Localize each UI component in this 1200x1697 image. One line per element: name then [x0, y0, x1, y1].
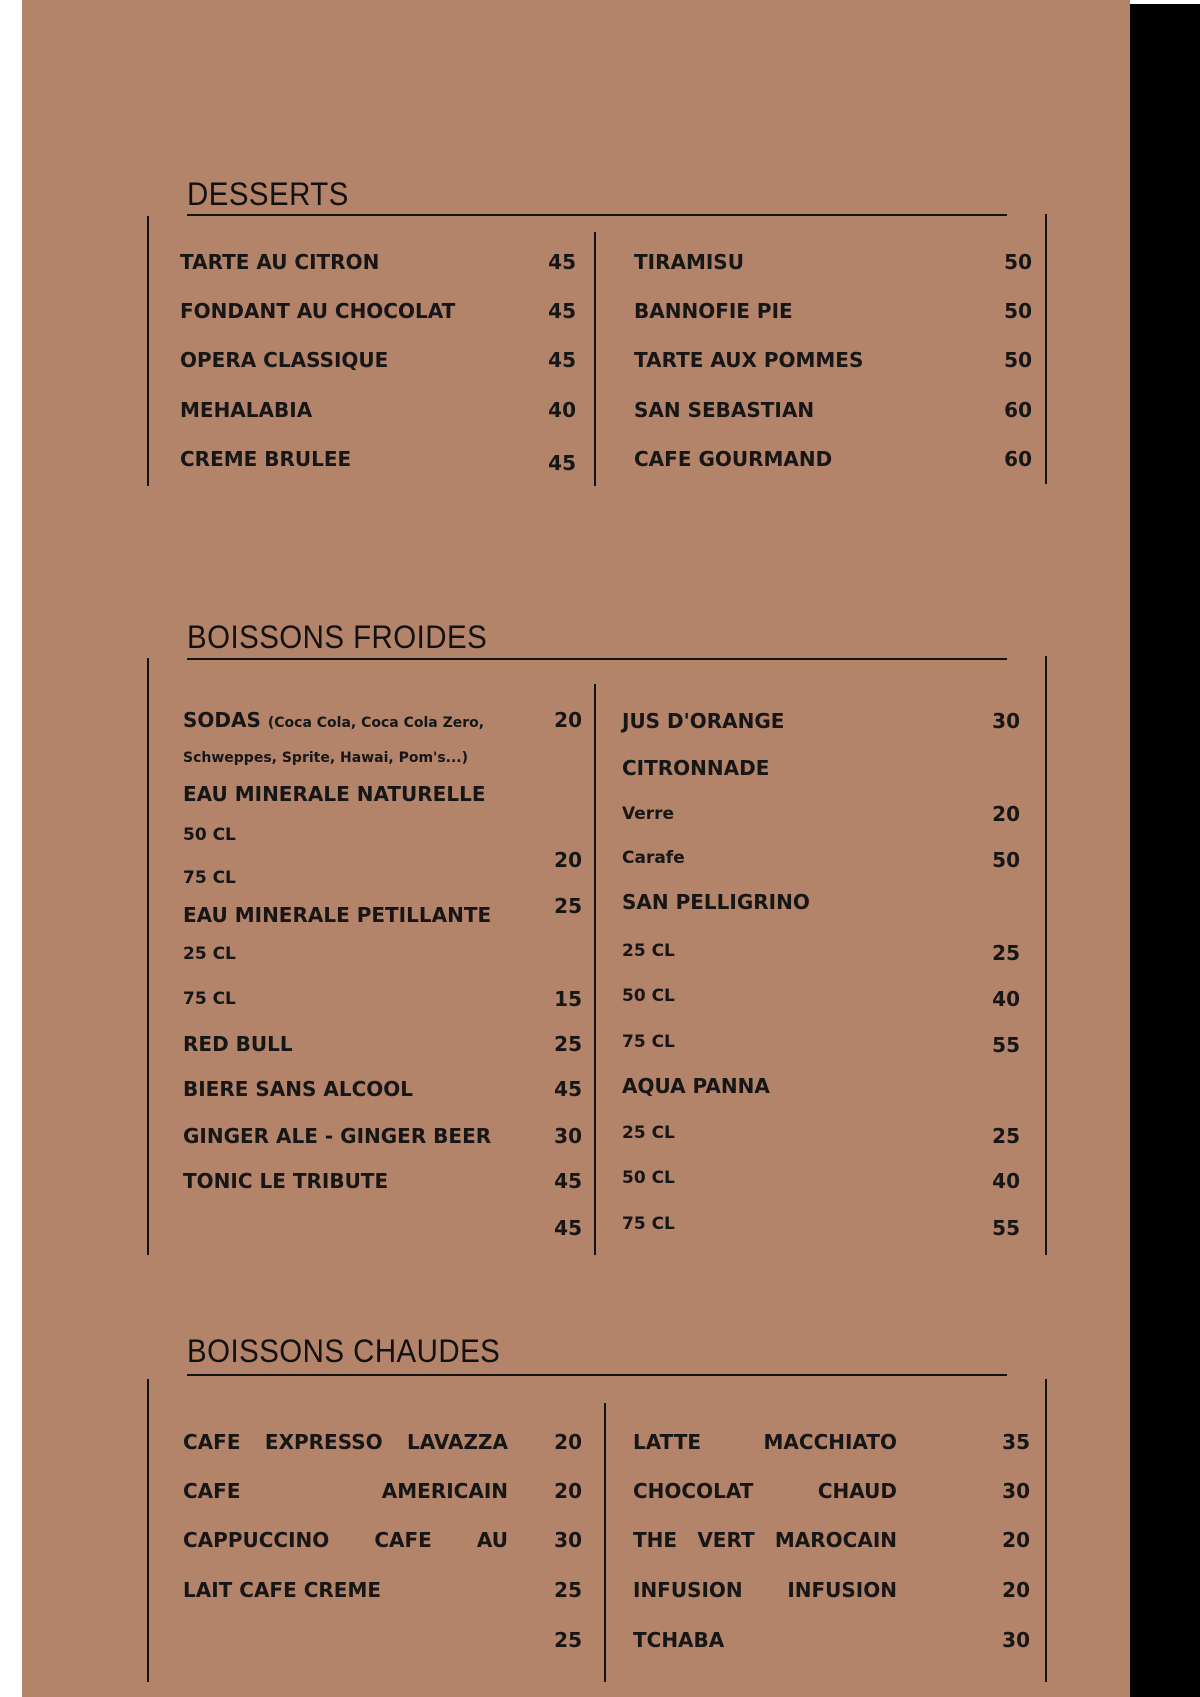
menu-item-name: SAN PELLIGRINO [622, 890, 810, 914]
menu-item-name: TARTE AUX POMMES [634, 348, 864, 372]
menu-item-name: BIERE SANS ALCOOL [183, 1077, 414, 1101]
section-title-boissons-froides: BOISSONS FROIDES [187, 619, 488, 655]
menu-item-name: INFUSION INFUSION [633, 1578, 897, 1602]
menu-item-price: 45 [548, 451, 576, 475]
menu-item-price: 20 [554, 1479, 582, 1503]
menu-item-size: 25 CL [622, 1123, 675, 1143]
menu-item-size: Carafe [622, 848, 685, 868]
menu-item-price: 25 [554, 1578, 582, 1602]
menu-item-name: LAIT CAFE CREME [183, 1578, 382, 1602]
menu-item-price: 50 [992, 848, 1020, 872]
menu-item-name: CAFE AMERICAIN [183, 1479, 508, 1503]
menu-item-price: 40 [992, 1169, 1020, 1193]
menu-item-price: 50 [1004, 348, 1032, 372]
menu-item-name: MEHALABIA [180, 398, 313, 422]
column-divider [594, 684, 596, 1255]
menu-item-name: SAN SEBASTIAN [634, 398, 815, 422]
menu-item-name: TIRAMISU [634, 250, 744, 274]
column-divider [1045, 1379, 1047, 1682]
menu-item-price: 45 [548, 250, 576, 274]
menu-item-price: 25 [992, 941, 1020, 965]
menu-item-price: 60 [1004, 447, 1032, 471]
menu-item-size: Verre [622, 804, 675, 824]
menu-item-price: 25 [554, 1032, 582, 1056]
menu-item-price: 50 [1004, 299, 1032, 323]
menu-item-name: CITRONNADE [622, 756, 770, 780]
menu-item-name: OPERA CLASSIQUE [180, 348, 389, 372]
column-divider [147, 216, 149, 486]
side-black-bar [1130, 4, 1200, 1697]
column-divider [594, 232, 596, 486]
menu-item-name: EAU MINERALE PETILLANTE [183, 903, 492, 927]
menu-item-price: 45 [554, 1077, 582, 1101]
column-divider [147, 1379, 149, 1682]
menu-item-name: AQUA PANNA [622, 1074, 770, 1098]
menu-item-name: CAFE GOURMAND [634, 447, 833, 471]
sodas-label: SODAS [183, 708, 261, 732]
menu-item-price: 40 [992, 987, 1020, 1011]
menu-item-price: 20 [992, 802, 1020, 826]
menu-item-name: TARTE AU CITRON [180, 250, 380, 274]
menu-item-price: 55 [992, 1216, 1020, 1240]
menu-item-price: 45 [548, 348, 576, 372]
title-underline [187, 1374, 1007, 1376]
menu-item-size: 50 CL [622, 1168, 675, 1188]
menu-item-price: 35 [1002, 1430, 1030, 1454]
menu-item-name: BANNOFIE PIE [634, 299, 793, 323]
menu-item-size: 75 CL [622, 1214, 675, 1234]
menu-item-price: 45 [548, 299, 576, 323]
menu-item-price: 30 [1002, 1628, 1030, 1652]
menu-item-name: CHOCOLAT CHAUD [633, 1479, 897, 1503]
section-title-desserts: DESSERTS [187, 176, 349, 212]
menu-item-price: 15 [554, 987, 582, 1011]
menu-item-name: JUS D'ORANGE [622, 709, 785, 733]
menu-panel [22, 0, 1130, 1697]
menu-item-price: 45 [554, 1216, 582, 1240]
menu-item-name: TCHABA [633, 1628, 725, 1652]
sodas-detail-line: Schweppes, Sprite, Hawai, Pom's...) [183, 750, 469, 766]
menu-item-price: 20 [1002, 1578, 1030, 1602]
menu-item-name: RED BULL [183, 1032, 293, 1056]
menu-item-size: 25 CL [622, 941, 675, 961]
menu-item-price: 30 [554, 1528, 582, 1552]
menu-item-price: 50 [1004, 250, 1032, 274]
menu-item-size: 25 CL [183, 944, 236, 964]
section-title-boissons-chaudes: BOISSONS CHAUDES [187, 1333, 501, 1369]
menu-item-size: 75 CL [183, 989, 236, 1009]
menu-item-price: 30 [1002, 1479, 1030, 1503]
column-divider [1045, 214, 1047, 484]
menu-item-price: 45 [554, 1169, 582, 1193]
title-underline [187, 658, 1007, 660]
menu-item-price: 60 [1004, 398, 1032, 422]
column-divider [147, 658, 149, 1255]
menu-item-price: 20 [1002, 1528, 1030, 1552]
menu-item-price: 20 [554, 708, 582, 732]
menu-item-name: FONDANT AU CHOCOLAT [180, 299, 456, 323]
menu-item-price: 25 [992, 1124, 1020, 1148]
column-divider [1045, 656, 1047, 1255]
menu-item-name: CREME BRULEE [180, 447, 352, 471]
menu-item-name: LATTE MACCHIATO [633, 1430, 897, 1454]
title-underline [187, 214, 1007, 216]
menu-item-size: 50 CL [622, 986, 675, 1006]
menu-item-price: 20 [554, 848, 582, 872]
menu-item-price: 20 [554, 1430, 582, 1454]
menu-item-name: EAU MINERALE NATURELLE [183, 782, 486, 806]
sodas-detail: (Coca Cola, Coca Cola Zero, [267, 715, 485, 731]
menu-item-size: 75 CL [622, 1032, 675, 1052]
menu-item-name: TONIC LE TRIBUTE [183, 1169, 389, 1193]
menu-item-size: 75 CL [183, 868, 236, 888]
column-divider [604, 1403, 606, 1682]
menu-item-price: 25 [554, 894, 582, 918]
menu-item-price: 25 [554, 1628, 582, 1652]
menu-item-name: CAPPUCCINO CAFE AU [183, 1528, 508, 1552]
menu-item-name: THE VERT MAROCAIN [633, 1528, 897, 1552]
menu-item-name: GINGER ALE - GINGER BEER [183, 1124, 492, 1148]
menu-item-name: CAFE EXPRESSO LAVAZZA [183, 1430, 508, 1454]
menu-item-name [183, 708, 484, 735]
menu-item-price: 55 [992, 1033, 1020, 1057]
menu-item-price: 30 [992, 709, 1020, 733]
menu-item-price: 30 [554, 1124, 582, 1148]
menu-item-size: 50 CL [183, 825, 236, 845]
menu-item-price: 40 [548, 398, 576, 422]
